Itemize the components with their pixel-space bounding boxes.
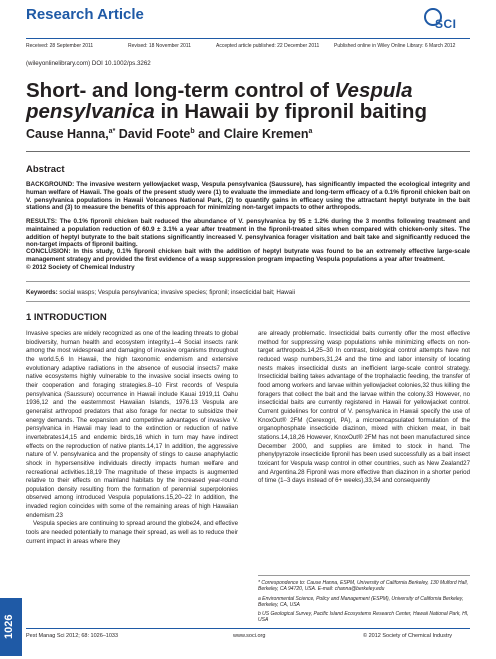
- published-date: Published online in Wiley Online Library: 6 March 2012: [334, 43, 456, 49]
- footnote-rule: [258, 575, 470, 576]
- divider: [26, 281, 470, 282]
- body-column-right: [258, 330, 470, 486]
- section-label: Research Article: [26, 6, 144, 23]
- abstract-text: The 0.1% fipronil chicken bait reduced the abundance of V. pensylvanica by 95 ± 1.2% during the 3 months following treatment and maintained a population reduction of 60.9 ± 3.1% a year after treatment in the fipronil-treated sites when compared with chicken-only sites. The addition of heptyl butyrate to the bait stations significantly increased V. pensylvanica forager visitation and bait take and significantly reduced the non-target impacts of fipronil baiting.: [26, 218, 470, 249]
- abstract-label: RESULTS:: [26, 218, 58, 225]
- abstract-background: [26, 181, 470, 212]
- author-list: [26, 127, 312, 141]
- abstract-conclusion: [26, 248, 470, 271]
- abstract-heading: Abstract: [26, 164, 65, 175]
- doi[interactable]: (wileyonlinelibrary.com) DOI 10.1002/ps.3262: [26, 60, 151, 67]
- author-name: David Foote: [115, 127, 191, 141]
- footer-rule: [26, 628, 470, 629]
- abstract-results: [26, 218, 470, 249]
- abstract-label: BACKGROUND:: [26, 181, 75, 188]
- keywords-text: social wasps; Vespula pensylvanica; invasive species; fipronil; insecticidal bait; Hawaii: [57, 289, 295, 296]
- abstract-text: The invasive western yellowjacket wasp, Vespula pensylvanica (Saussure), has significantly impacted the ecological integrity and human welfare of Hawaii. The goals of the present study were (1) to evaluate the immediate and long-term efficacy of a 0.1% fipronil chicken bait on V. pensylvanica populations in Hawaii Volcanoes National Park, (2) to quantify gains in efficacy using the attractant heptyl butyrate in the bait stations and (3) to measure the benefits of this approach for minimizing non-target impacts to other arthropods.: [26, 181, 470, 212]
- author-name: Cause Hanna,: [26, 127, 109, 141]
- revised-date: Revised: 18 November 2011: [128, 43, 191, 49]
- section-heading-introduction: 1 INTRODUCTION: [26, 312, 107, 323]
- footnote-correspondence: * Correspondence to: Cause Hanna, ESPM, University of California Berkeley, 130 Mulford Hall, Berkeley, CA 94720, USA. E-mail: channa@berkeley.edu: [258, 580, 469, 593]
- footer-copyright: © 2012 Society of Chemical Industry: [363, 633, 453, 639]
- journal-citation: Pest Manag Sci 2012; 68: 1026–1033: [26, 633, 119, 639]
- sci-logo: [424, 8, 470, 34]
- body-paragraph: are already problematic. Insecticidal baits currently offer the most effective method for suppressing wasp populations while minimizing effects on non-target arthropods.14,25–30 In contrast, biological control attempts have not reduced wasp numbers,31,24 and the time and labor intensity of locating nests makes insecticidal dusts an inefficient large-scale control strategy. Insecticidal baiting takes advantage of the trophalactic feeding, the transfer of food among workers and larvae within yellowjacket colonies,32 thus killing the foragers that collect the bait and the larvae within the colony.33 However, no insecticidal baits are currently registered in Hawaii for yellowjacket control. Current guidelines for control of V. pensylvanica in Hawaii specify the use of KnoxOut® 2FM (Cerexogri, PA), a microencapsulated formulation of the organophosphate insecticide diazinon, mixed with chicken meat, in bait stations.14,18,26 However, KnoxOut® 2FM has not been manufactured since December 2000, and supplies are limited to stock in hand. The phenylpyrazole insecticide fipronil has been used successfully as a bait insect toxicant for Vespula wasp control in other countries, such as New Zealand27 and Argentina.28 Fipronil was more effective than diazinon in a shorter period of time (1–3 days instead of 6+ weeks),33,34 and consequently: [258, 330, 470, 485]
- accepted-date: Accepted article published: 22 December 2011: [216, 43, 320, 49]
- body-paragraph: Vespula species are continuing to spread around the globe24, and effective tools are needed potentially to manage their spread, as well as to reduce their current impact in areas where they: [26, 520, 238, 545]
- page-number: 1026: [3, 614, 15, 640]
- divider: [26, 301, 470, 302]
- abstract-copyright: © 2012 Society of Chemical Industry: [26, 263, 135, 271]
- title-part: in Hawaii by fipronil baiting: [154, 100, 427, 123]
- header-rule: [26, 38, 470, 39]
- abstract-text: In this study, 0.1% fipronil chicken bait with the addition of heptyl butyrate was found to be an extremely effective large-scale management strategy and provided the first evidence of a wasp suppression program impacting Vespula populations a year after treatment.: [26, 248, 470, 263]
- title-species: pensylvanica: [26, 100, 155, 123]
- title-genus: Vespula: [334, 79, 413, 102]
- journal-url[interactable]: www.soci.org: [233, 633, 266, 639]
- author-affiliation-marker: a: [308, 127, 313, 135]
- divider: [26, 151, 470, 152]
- body-column-left: [26, 330, 238, 546]
- received-date: Received: 28 September 2011: [26, 43, 94, 49]
- author-affiliation-marker: a*: [108, 127, 116, 135]
- title-part: Short- and long-term control of: [26, 79, 335, 102]
- keywords-label: Keywords:: [26, 289, 58, 296]
- author-name: and Claire Kremen: [194, 127, 309, 141]
- footnote-affiliation-a: a Environmental Science, Policy and Management (ESPM), University of California Berkeley, Berkeley, CA, USA: [258, 596, 464, 609]
- abstract-label: CONCLUSION:: [26, 248, 71, 255]
- keywords: [26, 289, 295, 296]
- sci-logo-text: SCI: [435, 17, 457, 31]
- body-paragraph: Invasive species are widely recognized as one of the leading threats to global biodiversity, human health and ecosystem integrity.1–4 Social insects rank among the most widespread and damaging of invasive organisms throughout the world.5,6 In Hawaii, the high taxonomic endemism and extensive evolutionary adaptive radiations in the absence of eusocial insects7 make native ecosystems highly vulnerable to the invasive social insects owing to their cooperation and foraging strategies.8–10 First records of Vespula pensylvanica (Saussure) occurrence in Hawaii include Kauai 1919,11 Oahu 1936,12 and the easternmost Hawaiian Islands, 1976.13 Vespula are generalist arthropod predators that also forage for nectar to subsidize their energy demands. The expansion and competitive advantages of invasive V. pensylvanica in Hawaii may lead to the extinction or reduction of native invertebrates14,15 and endemic birds,16 which in turn may have indirect effects on the reproduction of native plants.14,17 In addition, the aggressive nature of V. pensylvanica and the propensity of stings to cause anaphylactic shock in hypersensitive individuals directly impacts human welfare and recreational activities.18,19 The magnitude of these impacts is augmented relative to their effects on mainland habitats by the increased year-round population density resulting from the formation of perennial superpolonies observed among introduced Vespula populations.15,20–22 In addition, the invaded region coincides with some of the remaining areas of high Hawaiian endemism.23: [26, 330, 238, 519]
- article-title: [26, 80, 470, 122]
- author-affiliation-marker: b: [190, 127, 195, 135]
- footnote-affiliation-b: b US Geological Survey, Pacific Island Ecosystems Research Center, Hawaii National Park, HI, USA: [258, 611, 469, 624]
